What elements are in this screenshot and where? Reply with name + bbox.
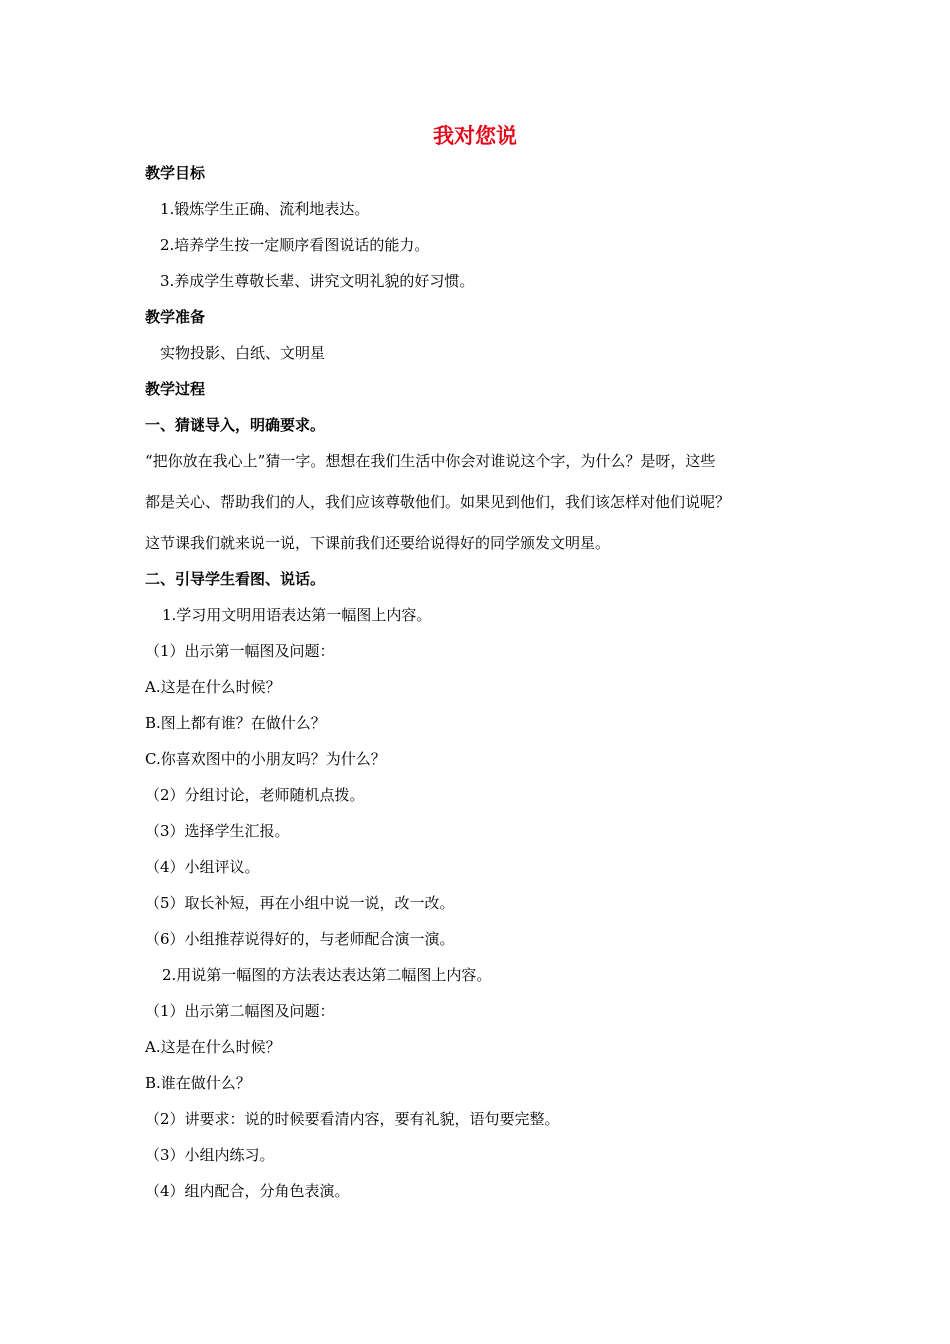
- list-item: （4）组内配合，分角色表演。: [145, 1182, 350, 1200]
- list-item: （1）出示第二幅图及问题：: [145, 1002, 335, 1020]
- list-item: A.这是在什么时候？: [145, 678, 281, 696]
- list-item: （5）取长补短，再在小组中说一说，改一改。: [145, 894, 455, 912]
- list-item: （3）选择学生汇报。: [145, 822, 290, 840]
- goal-item: 2.培养学生按一定顺序看图说话的能力。: [160, 236, 430, 254]
- list-item: C.你喜欢图中的小朋友吗？为什么？: [145, 750, 386, 768]
- paragraph-line: 这节课我们就来说一说，下课前我们还要给说得好的同学颁发文明星。: [145, 534, 611, 552]
- step-heading: 2.用说第一幅图的方法表达表达第二幅图上内容。: [162, 966, 492, 984]
- list-item: （6）小组推荐说得好的，与老师配合演一演。: [145, 930, 455, 948]
- list-item: （1）出示第一幅图及问题：: [145, 642, 335, 660]
- part1-heading: 一、猜谜导入，明确要求。: [145, 416, 326, 434]
- section-heading-prep: 教学准备: [145, 308, 206, 326]
- part2-heading: 二、引导学生看图、说话。: [145, 570, 326, 588]
- list-item: B.谁在做什么？: [145, 1074, 251, 1092]
- paragraph-line: 都是关心、帮助我们的人，我们应该尊敬他们。如果见到他们，我们该怎样对他们说呢？: [145, 493, 731, 511]
- goal-item: 3.养成学生尊敬长辈、讲究文明礼貌的好习惯。: [160, 272, 475, 290]
- list-item: A.这是在什么时候？: [145, 1038, 281, 1056]
- step-heading: 1.学习用文明用语表达第一幅图上内容。: [162, 606, 432, 624]
- section-heading-goals: 教学目标: [145, 164, 206, 182]
- paragraph-line: “把你放在我心上”猜一字。想想在我们生活中你会对谁说这个字，为什么？是呀，这些: [145, 452, 716, 470]
- list-item: （3）小组内练习。: [145, 1146, 275, 1164]
- list-item: （2）分组讨论，老师随机点拨。: [145, 786, 365, 804]
- page-title: 我对您说: [433, 124, 517, 148]
- goal-item: 1.锻炼学生正确、流利地表达。: [160, 200, 370, 218]
- list-item: （2）讲要求：说的时候要看清内容，要有礼貌，语句要完整。: [145, 1110, 560, 1128]
- list-item: （4）小组评议。: [145, 858, 260, 876]
- prep-text: 实物投影、白纸、文明星: [160, 344, 326, 362]
- section-heading-process: 教学过程: [145, 380, 206, 398]
- list-item: B.图上都有谁？在做什么？: [145, 714, 326, 732]
